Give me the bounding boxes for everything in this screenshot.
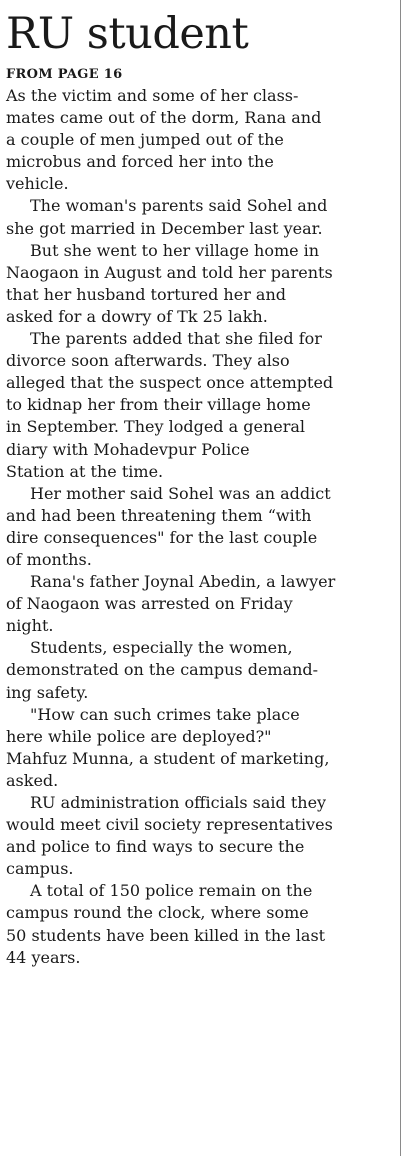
body-line: mates came out of the dorm, Rana and [6, 108, 322, 128]
body-line: alleged that the suspect once attempted [6, 373, 334, 393]
body-line: "How can such crimes take place [30, 704, 300, 724]
body-line: campus. [6, 859, 74, 879]
body-line: and had been threatening them “with [6, 505, 312, 525]
body-line: here while police are deployed?" [6, 726, 272, 746]
body-line: microbus and forced her into the [6, 152, 274, 172]
body-line: A total of 150 police remain on the [30, 881, 313, 901]
body-line: she got married in December last year. [6, 218, 323, 238]
body-line: asked. [6, 770, 59, 790]
body-line: The woman's parents said Sohel and [30, 196, 328, 216]
body-line: campus round the clock, where some [6, 903, 309, 923]
body-line: asked for a dowry of Tk 25 lakh. [6, 306, 268, 326]
continued-from-label: FROM PAGE 16 [6, 67, 123, 82]
body-line: diary with Mohadevpur Police [6, 439, 250, 459]
body-line: night. [6, 616, 54, 636]
body-line: in September. They lodged a general [6, 417, 306, 437]
body-line: Students, especially the women, [30, 638, 293, 658]
body-line: 50 students have been killed in the last [6, 925, 326, 945]
body-line: 44 years. [6, 947, 81, 967]
body-line: a couple of men jumped out of the [6, 130, 284, 150]
body-line: Mahfuz Munna, a student of marketing, [6, 748, 330, 768]
body-line: and police to find ways to secure the [6, 837, 305, 857]
column-rule [400, 0, 401, 1156]
body-line: that her husband tortured her and [6, 284, 287, 304]
body-line: to kidnap her from their village home [6, 395, 311, 415]
body-line: As the victim and some of her class- [6, 86, 299, 105]
body-line: The parents added that she filed for [30, 329, 322, 349]
body-line: dire consequences" for the last couple [6, 527, 318, 547]
body-line: divorce soon afterwards. They also [6, 351, 290, 371]
body-line: Station at the time. [6, 461, 164, 481]
body-line: of Naogaon was arrested on Friday [6, 594, 293, 614]
article [6, 6, 396, 969]
headline: RU student [6, 9, 249, 59]
body-line: Naogaon in August and told her parents [6, 262, 333, 282]
article-body [6, 85, 396, 969]
body-line: vehicle. [6, 174, 69, 194]
body-line: ing safety. [6, 682, 89, 702]
body-line: of months. [6, 549, 92, 569]
body-line: RU administration officials said they [30, 793, 327, 812]
body-line: demonstrated on the campus demand- [6, 660, 319, 680]
body-line: Rana's father Joynal Abedin, a lawyer [30, 572, 336, 592]
body-line: But she went to her village home in [30, 240, 320, 260]
body-line: would meet civil society representatives [6, 815, 333, 835]
body-line: Her mother said Sohel was an addict [30, 483, 331, 503]
